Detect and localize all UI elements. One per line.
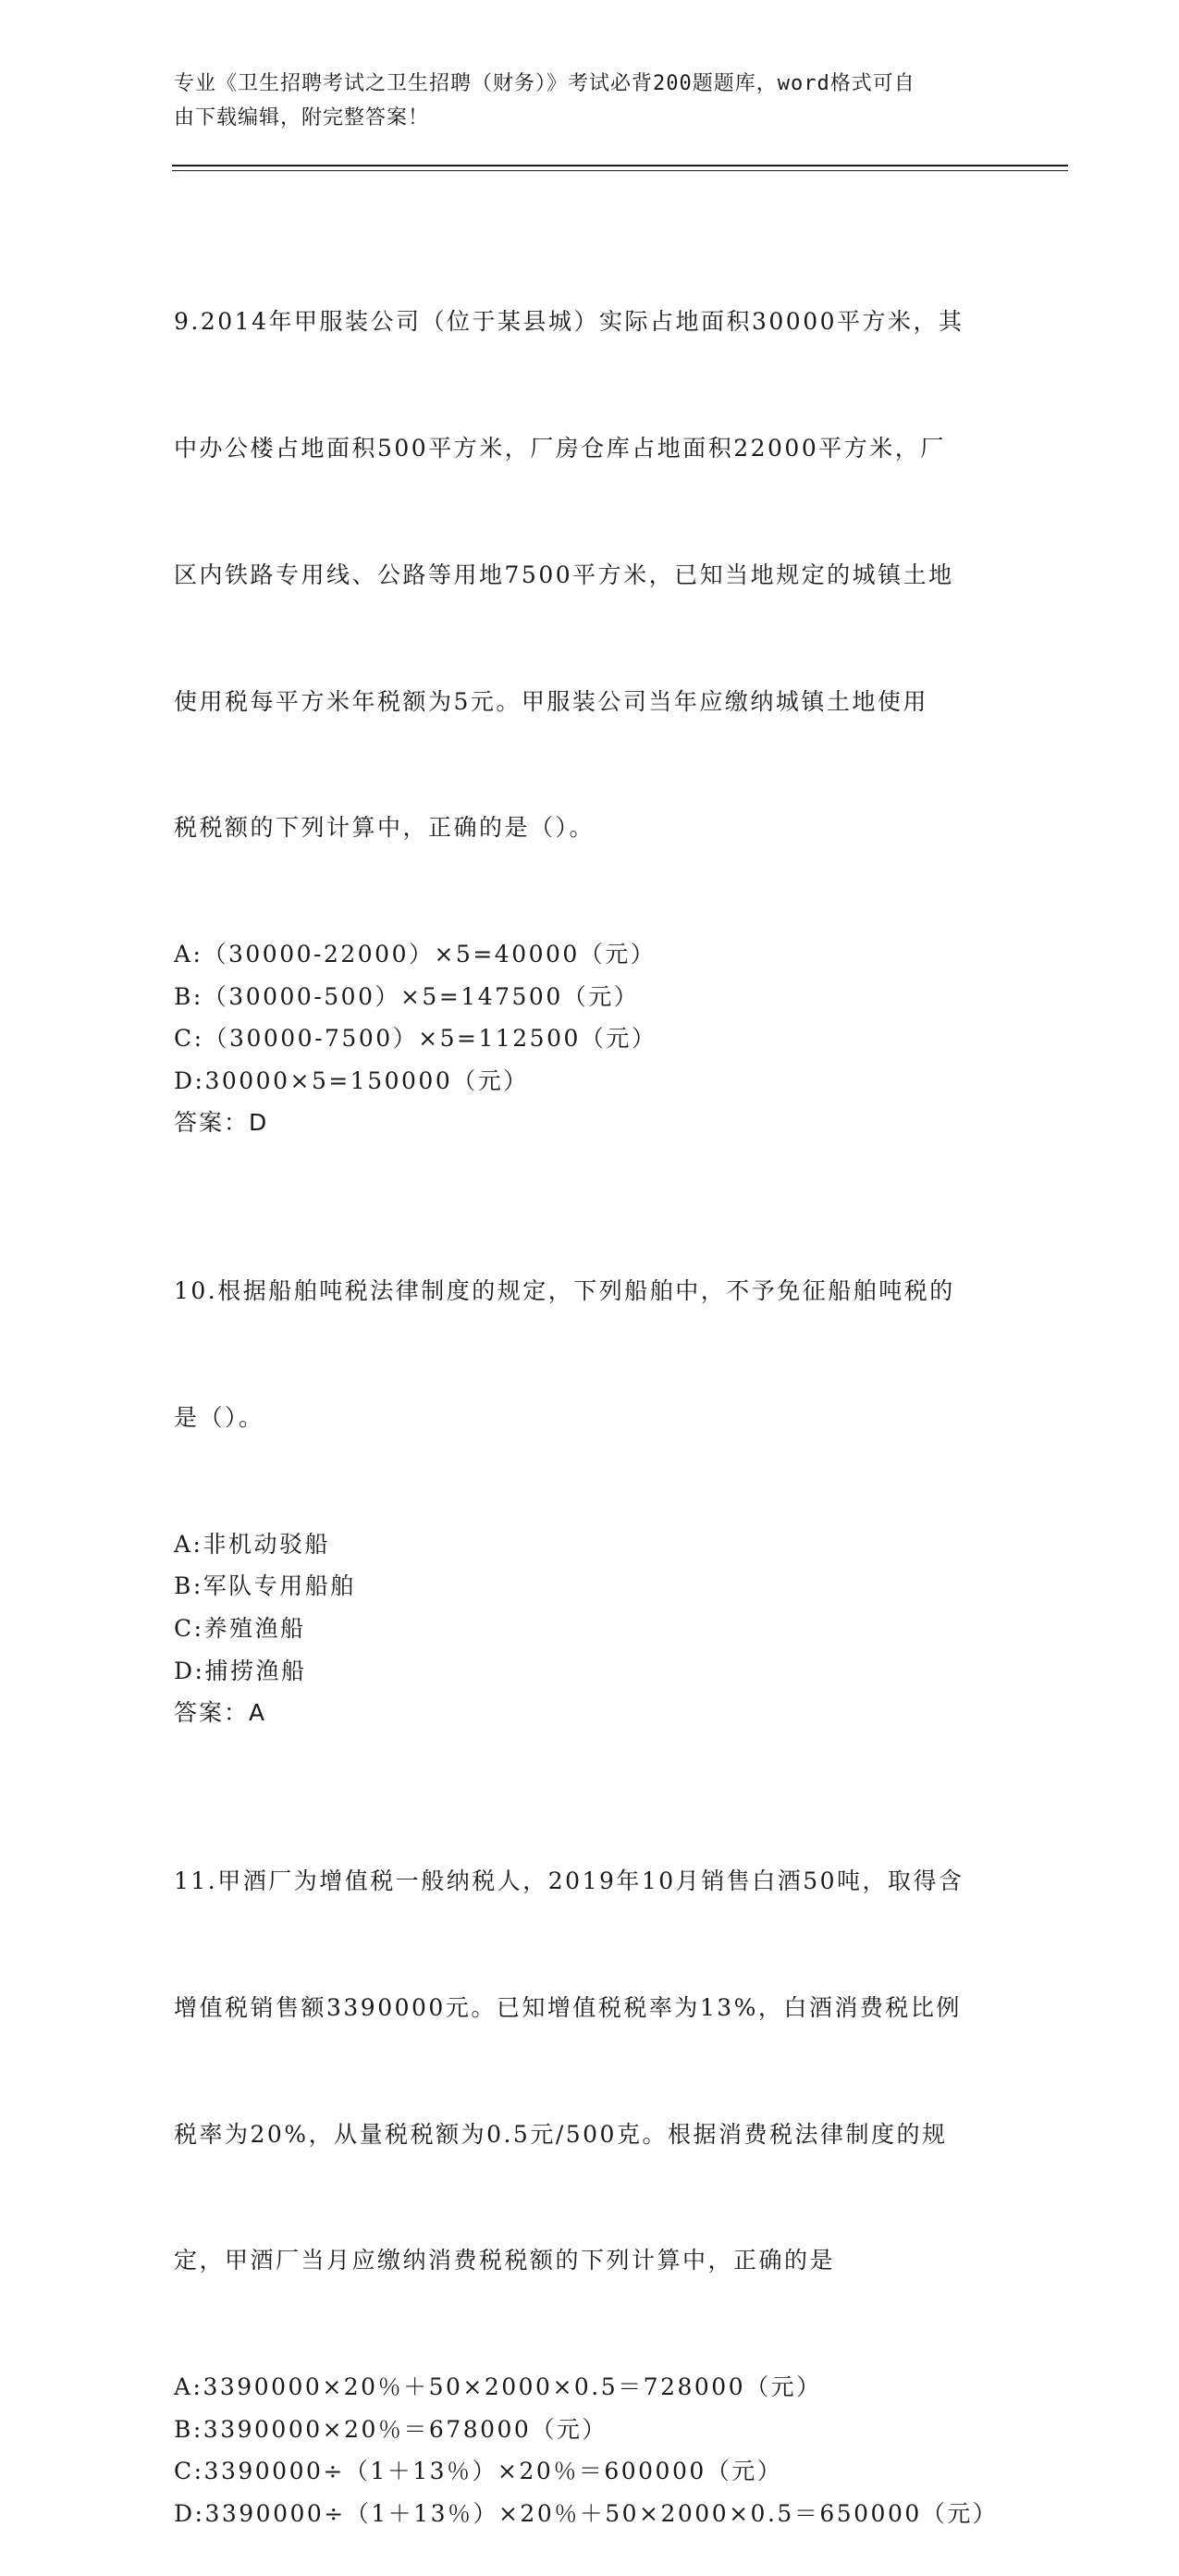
stem-line: 定，甲酒厂当月应缴纳消费税税额的下列计算中，正确的是 — [174, 2247, 836, 2274]
stem-line: 11.甲酒厂为增值税一般纳税人，2019年10月销售白酒50吨，取得含 — [174, 1867, 964, 1894]
stem-line: 10.根据船舶吨税法律制度的规定，下列船舶中，不予免征船舶吨税的 — [174, 1277, 955, 1305]
answer-line: 答案：A — [174, 1699, 267, 1727]
stem-line: 是（）。 — [174, 1404, 264, 1432]
option-c: C:3390000÷（1＋13％）×20％＝600000（元） — [174, 2458, 783, 2485]
option-b: B:（30000-500）×5=147500（元） — [174, 982, 640, 1010]
option-c: C:（30000-7500）×5=112500（元） — [174, 1025, 657, 1053]
question-9 — [174, 216, 1006, 1144]
question-10 — [174, 1186, 1006, 1734]
question-stem — [174, 1186, 1006, 1523]
stem-line: 中办公楼占地面积500平方米，厂房仓库占地面积22000平方米，厂 — [174, 434, 946, 462]
stem-line: 增值税销售额3390000元。已知增值税税率为13%，白酒消费税比例 — [174, 1993, 962, 2021]
stem-line: 区内铁路专用线、公路等用地7500平方米，已知当地规定的城镇土地 — [174, 561, 954, 588]
question-list — [174, 216, 1006, 2576]
header-line-2: 由下载编辑，附完整答案！ — [174, 106, 430, 129]
option-a: A:（30000-22000）×5=40000（元） — [174, 941, 657, 968]
option-c: C:养殖渔船 — [174, 1615, 306, 1642]
header-line-1: 专业《卫生招聘考试之卫生招聘（财务）》考试必背200题题库，word格式可自 — [174, 72, 915, 95]
stem-line: 税税额的下列计算中，正确的是（）。 — [174, 814, 596, 842]
stem-line: 税率为20%，从量税税额为0.5元/500克。根据消费税法律制度的规 — [174, 2120, 948, 2148]
option-d: D:30000×5=150000（元） — [174, 1066, 529, 1094]
option-d: D:捕捞渔船 — [174, 1657, 307, 1684]
option-a: A:非机动驳船 — [174, 1530, 330, 1558]
document-header — [174, 67, 988, 135]
header-rule-thin — [172, 170, 1068, 171]
option-b: B:3390000×20％＝678000（元） — [174, 2415, 608, 2443]
option-b: B:军队专用船舶 — [174, 1572, 356, 1600]
question-stem — [174, 1776, 1006, 2366]
question-stem — [174, 216, 1006, 933]
answer-line: 答案：D — [174, 1109, 269, 1137]
option-a: A:3390000×20％＋50×2000×0.5＝728000（元） — [174, 2373, 822, 2401]
option-d: D:3390000÷（1＋13％）×20％＋50×2000×0.5＝650000（元） — [174, 2499, 999, 2527]
header-rule-thick — [172, 165, 1068, 166]
stem-line: 9.2014年甲服装公司（位于某县城）实际占地面积30000平方米，其 — [174, 308, 964, 336]
stem-line: 使用税每平方米年税额为5元。甲服装公司当年应缴纳城镇土地使用 — [174, 687, 928, 715]
question-11 — [174, 1776, 1006, 2535]
